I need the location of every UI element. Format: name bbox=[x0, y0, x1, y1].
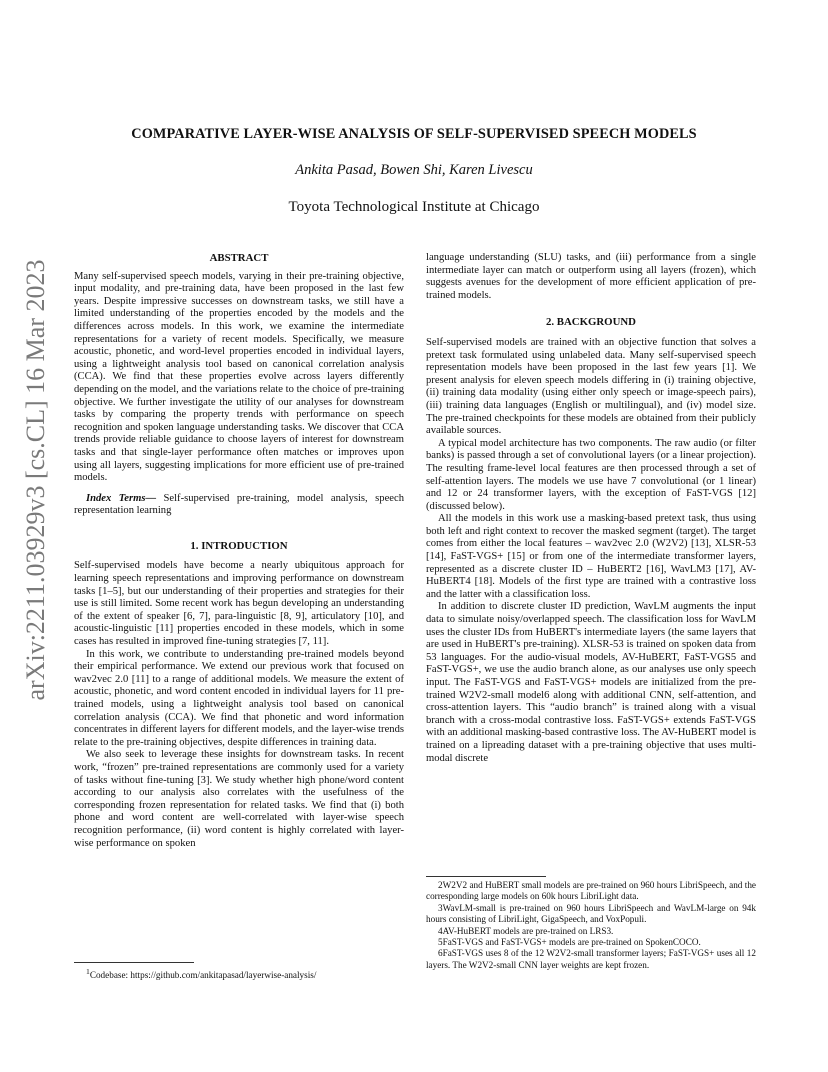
footnote-rule-right bbox=[426, 876, 546, 877]
footnote-rule-left bbox=[74, 962, 194, 963]
intro-paragraph-3: We also seek to leverage these insights for downstream tasks. In recent work, “frozen” pre-trained representations are commonly used for a variety of tasks without fine-tuning [3]. We study whether high phone/word content according to our analysis also correlates with the usefulness of the corresponding frozen representation for related tasks. We find that (i) both phone and word content are well-correlated with layer-wise speech recognition performance, (ii) word content is highly correlated with layer-wise performance on spoken bbox=[74, 749, 404, 849]
footnote-1: $^1$Codebase: https://github.com/ankitapasad/layerwise-analysis/ bbox=[86, 967, 317, 981]
paper-authors: Ankita Pasad, Bowen Shi, Karen Livescu bbox=[295, 162, 533, 178]
footnote-3: 3WavLM-small is pre-trained on 960 hours LibriSpeech and WavLM-large on 94k hours consisting of LibriLight, GigaSpeech, and VoxPopuli. bbox=[426, 902, 756, 925]
index-terms-label: Index Terms— bbox=[86, 492, 157, 504]
left-column bbox=[74, 252, 404, 850]
footnote-2: 2W2V2 and HuBERT small models are pre-trained on 960 hours LibriSpeech, and the corresponding large models on 60k hours LibriLight data. bbox=[426, 880, 756, 902]
index-terms bbox=[74, 493, 404, 518]
intro-paragraph-2: In this work, we contribute to understanding pre-trained models beyond their empirical performance. We extend our previous work that focused on wav2vec 2.0 [11] to a range of additional models. We measure the extent of acoustic, phonetic, and word content encoded in individual layers for 11 pre-trained models, using a lightweight analysis tool based on canonical correlation analysis (CCA). We find that phonetic and word information concentrates in different layers for different models, and the layer-wise trends relate to the pre-training objectives, despite differences in training data. bbox=[74, 648, 404, 748]
abstract-heading: ABSTRACT bbox=[209, 252, 269, 264]
background-paragraph-4: In addition to discrete cluster ID prediction, WavLM augments the input data to simulate noisy/overlapped speech. The classification loss for WavLM uses the cluster IDs from HuBERT's intermediate layers (the same layers that are used in HuBERT's pre-training). XLSR-53 is trained on spoken data from 53 languages. For the audio-visual models, AV-HuBERT, FaST-VGS5 and FaST-VGS+, we use the audio branch alone, as our analyses use only speech input. The FaST-VGS and FaST-VGS+ models are initialized from the pre-trained W2V2-small model6 along with additional CNN, self-attention, and cross-attention layers. This “audio branch” is trained along with a visual branch with a cross-modal contrastive loss. FaST-VGS+ extends FaST-VGS with an additional masking-based contrastive loss. The AV-HuBERT model is trained on a lipreading dataset with a pre-training objective that uses multi-modal discrete bbox=[426, 601, 756, 764]
intro-paragraph-1: Self-supervised models have become a nearly ubiquitous approach for learning speech representations and improving performance on downstream tasks [1–5], but our understanding of their properties and strategies for their use is still limited. Some recent work has begun developing an understanding of the extent of speaker [6, 7], para-linguistic [8, 9], articulatory [10], and acoustic-linguistic [11] properties encoded in these models, which in some cases has resulted in improved fine-tuning strategies [7, 11]. bbox=[74, 560, 404, 648]
paper-title: COMPARATIVE LAYER-WISE ANALYSIS OF SELF-SUPERVISED SPEECH MODELS bbox=[131, 126, 697, 142]
arxiv-identifier: arXiv:2211.03929v3 [cs.CL] 16 Mar 2023 bbox=[21, 259, 50, 701]
background-paragraph-3: All the models in this work use a masking-based pretext task, thus using both left and right context to recover the masked segment (target). The target comes from either the local features – wav2vec 2.0 (W2V2) [13], XLSR-53 [14], FaST-VGS+ [15] or from one of the intermediate transformer layers, represented as a discrete cluster ID – HuBERT2 [16], WavLM3 [17], AV-HuBERT4 [18]. Models of the first type are trained with a contrastive loss and the latter with a classification loss. bbox=[426, 513, 756, 600]
paper-affiliation: Toyota Technological Institute at Chicago bbox=[288, 199, 540, 215]
background-paragraph-2: A typical model architecture has two components. The raw audio (or filter banks) is passed through a set of convolutional layers (or a linear projection). The resulting frame-level local features are then processed through a set of self-attention layers. The models we use have 7 convolutional (or 1 linear) and 12 or 24 transformer layers, with the exception of FaST-VGS [12] (discussed below). bbox=[426, 437, 756, 512]
footnote-6: 6FaST-VGS uses 8 of the 12 W2V2-small transformer layers; FaST-VGS+ uses all 12 layers. The W2V2-small CNN layer weights are kept frozen. bbox=[426, 948, 756, 970]
footnote-5: 5FaST-VGS and FaST-VGS+ models are pre-trained on SpokenCOCO. bbox=[438, 937, 701, 948]
right-column bbox=[426, 252, 756, 765]
footnotes-right bbox=[426, 880, 756, 971]
background-paragraph-1: Self-supervised models are trained with an objective function that solves a pretext task formulated using unlabeled data. Many self-supervised speech representation models have been proposed in the last few years [1]. We present analysis for eleven speech models differing in (i) training objective, (ii) training data modality (using either only speech or image-speech pairs), (iii) training data languages (English or multilingual), and (iv) model size. The pre-trained checkpoints for these models are obtained from their publicly available sources. bbox=[426, 336, 756, 437]
background-heading: 2. BACKGROUND bbox=[546, 316, 636, 329]
abstract-text: Many self-supervised speech models, varying in their pre-training objective, input modality, and pre-training data, have been proposed in the last few years. Despite impressive successes on downstream tasks, we still have a limited understanding of the properties encoded by the models and the differences across models. In this work, we examine the intermediate representations for a variety of recent models. Specifically, we measure acoustic, phonetic, and word-level properties encoded in individual layers, using a lightweight analysis tool based on canonical correlation analysis (CCA). We find that these properties evolve across layers differently depending on the model, and the variations relate to the choice of pre-training objective. We further investigate the utility of our analyses for downstream tasks by comparing the property trends with performance on speech recognition and spoken language understanding tasks. We discover that CCA trends provide reliable guidance to choose layers of interest for downstream tasks and that single-layer performance often matches or improves upon using all layers, suggesting implications for more efficient use of pre-trained models. bbox=[74, 270, 404, 484]
intro-paragraph-3-continued: language understanding (SLU) tasks, and (iii) performance from a single intermediate layer can match or outperform using all layers (frozen), which suggests avenues for the development of more efficient application of pre-trained models. bbox=[426, 252, 756, 301]
introduction-heading: 1. INTRODUCTION bbox=[190, 539, 288, 552]
footnote-1-text[interactable]: Codebase: https://github.com/ankitapasad/layerwise-analysis/ bbox=[89, 970, 317, 981]
index-terms-text: Self-supervised pre-training, model analysis, speech representation learning bbox=[74, 492, 404, 517]
footnote-4: 4AV-HuBERT models are pre-trained on LRS3. bbox=[438, 925, 614, 936]
